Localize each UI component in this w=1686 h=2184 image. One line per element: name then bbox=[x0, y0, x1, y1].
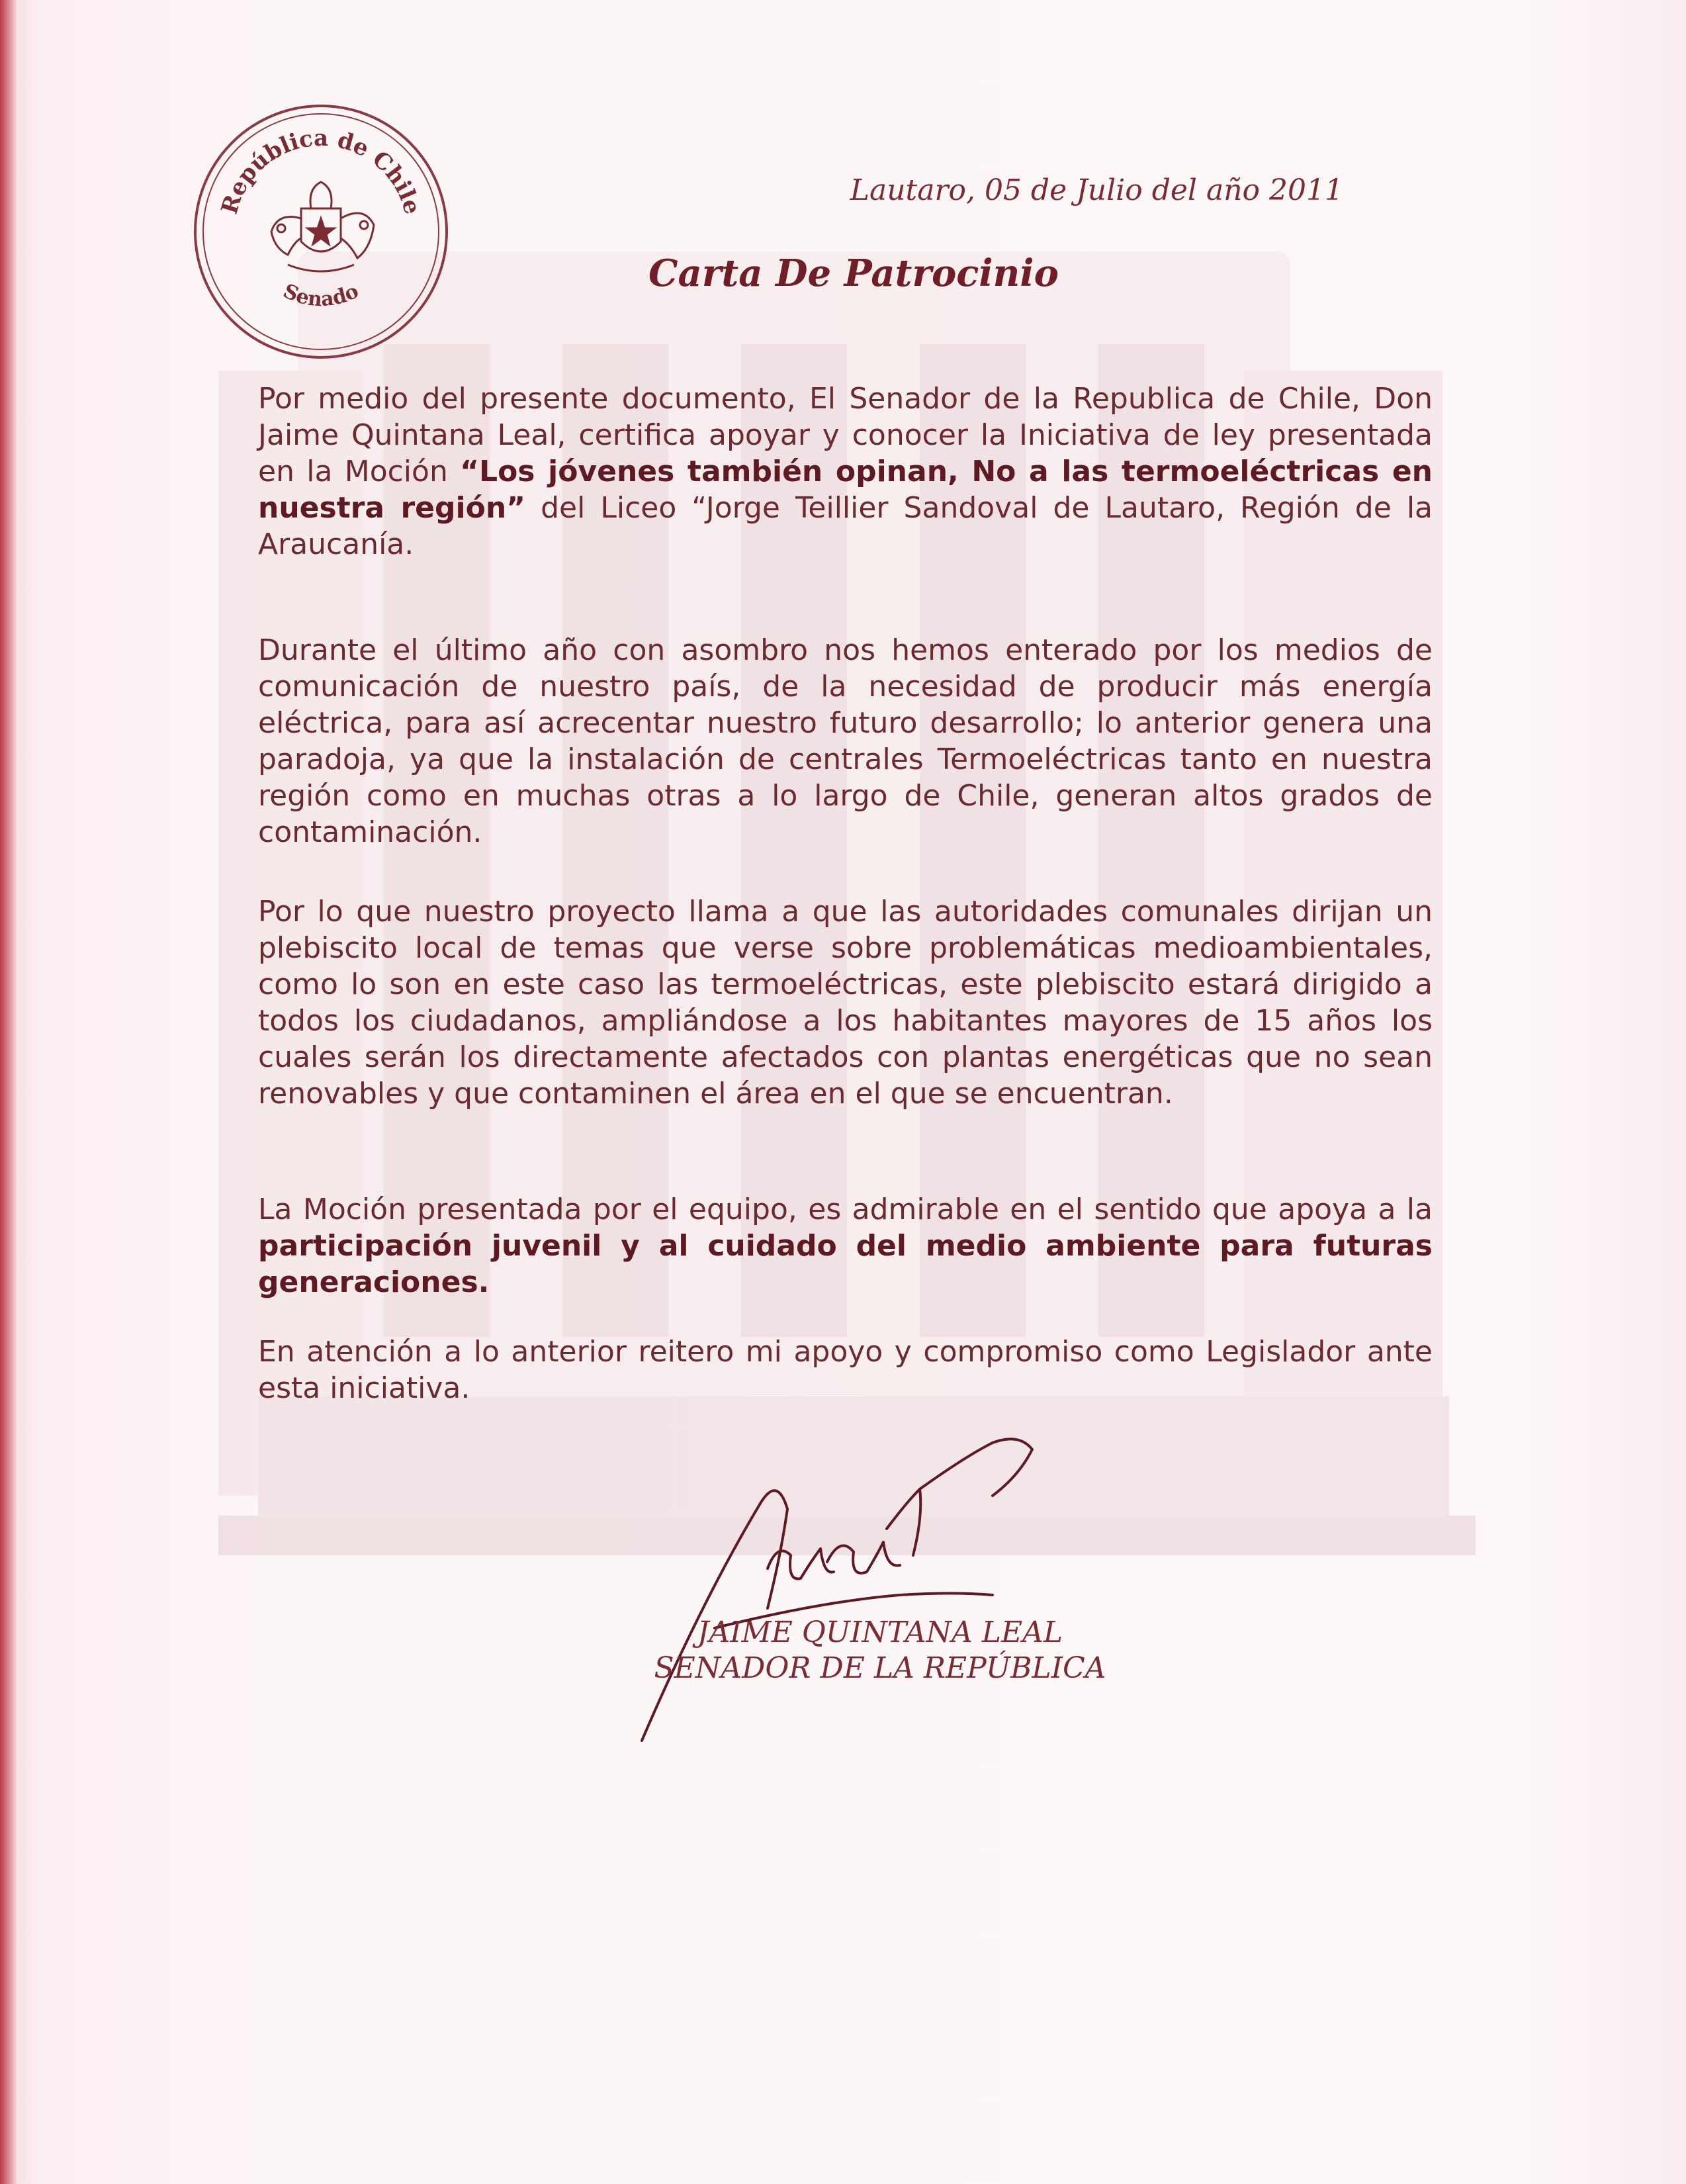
page-edge bbox=[0, 0, 17, 2184]
handwritten-signature bbox=[622, 1436, 1125, 1747]
paragraph-4-intro: La Moción presentada por el equipo, es admirable en el sentido que apoya a la bbox=[258, 1193, 1433, 1226]
paragraph-2: Durante el último año con asombro nos hemos enterado por los medios de comunicación de nuestro país, de la necesidad de producir más energía eléctrica, para así acrecentar nuestro futuro desarrollo; lo anterior genera una paradoja, ya que la instalación de centrales Termoeléctricas tanto en nuestra región como en muchas otras a lo largo de Chile, generan altos grados de contaminación. bbox=[258, 633, 1433, 849]
senate-seal bbox=[189, 99, 453, 364]
paragraph-4 bbox=[258, 1191, 1433, 1300]
date-line: Lautaro, 05 de Julio del año 2011 bbox=[850, 173, 1343, 207]
signer-block bbox=[596, 1615, 1165, 1686]
paragraph-3: Por lo que nuestro proyecto llama a que las autoridades comunales dirijan un plebiscito local de temas que verse sobre problemáticas medioambientales, como lo son en este caso las termoeléctricas, este plebiscito estará dirigido a todos los ciudadanos, ampliándose a los habitantes mayores de 15 años los cuales serán los directamente afectados con plantas energéticas que no sean renovables y que contaminen el área en el que se encuentran. bbox=[258, 895, 1433, 1111]
signer-position: SENADOR DE LA REPÚBLICA bbox=[654, 1651, 1106, 1685]
letter-title: Carta De Patrocinio bbox=[648, 251, 1059, 295]
paragraph-1-outro: del Liceo “Jorge Teillier Sandoval de Lautaro, Región de la Araucanía. bbox=[258, 491, 1433, 561]
paragraph-1 bbox=[258, 381, 1433, 563]
paragraph-1-intro: Por medio del presente documento, El Senador de la Republica de Chile, Don Jaime Quintana Leal, certifica apoyar y conocer la Iniciativa de ley presentada en la Moción bbox=[258, 382, 1433, 488]
paragraph-4-emphasis: participación juvenil y al cuidado del medio ambiente para futuras generaciones. bbox=[258, 1229, 1433, 1299]
motion-title: “Los jóvenes también opinan, No a las termoeléctricas en nuestra región” bbox=[258, 455, 1433, 525]
signer-name: JAIME QUINTANA LEAL bbox=[697, 1615, 1063, 1649]
seal-bottom-text: Senado bbox=[279, 279, 363, 312]
seal-top-text: República de Chile bbox=[216, 125, 425, 218]
paragraph-5: En atención a lo anterior reitero mi apoyo y compromiso como Legislador ante esta iniciativa. bbox=[258, 1335, 1433, 1405]
